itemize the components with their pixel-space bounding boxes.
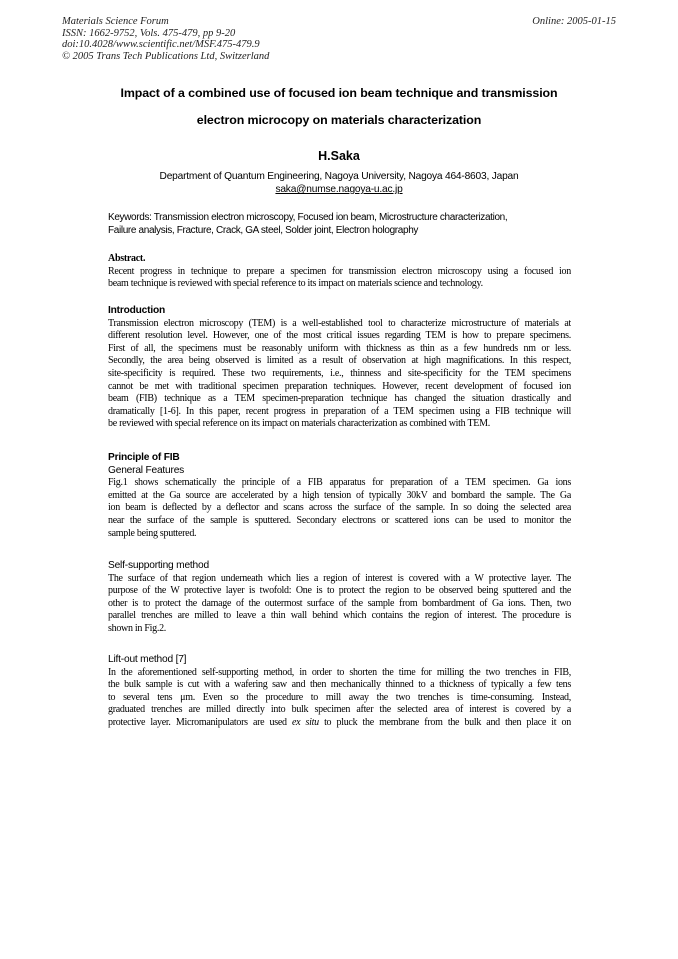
introduction-line: Transmission electron microscopy (TEM) is a well-established tool to characterize microstructure of materials at [108, 317, 571, 329]
doi-line: doi:10.4028/www.scientific.net/MSF.475-479.9 [62, 39, 260, 50]
lift-out-line: In the aforementioned self-supporting method, in order to shorten the time for milling the two trenches in FIB, [108, 666, 571, 678]
introduction-line: First of all, the specimens must be reasonably uniform with thickness as thin as a few hundreds nm or less. [108, 342, 571, 354]
lift-out-heading: Lift-out method [7] [108, 654, 187, 665]
paper-title [80, 80, 598, 134]
introduction-line: be reviewed with special reference on its impact on materials characterization as combined with TEM. [108, 418, 490, 430]
issn-line: ISSN: 1662-9752, Vols. 475-479, pp 9-20 [62, 27, 236, 39]
ex-situ-phrase: ex situ [291, 716, 319, 728]
title-line-2: electron microcopy on materials characterization [196, 113, 482, 127]
self-supporting-line: The surface of that region underneath which lies a region of interest is covered with a W protective layer. The [108, 572, 571, 584]
lift-out-line-start: protective layer. Micromanipulators are used [108, 716, 287, 728]
keywords-line-2: Failure analysis, Fracture, Crack, GA steel, Solder joint, Electron holography [108, 225, 419, 236]
self-supporting-section [108, 560, 571, 636]
abstract-line: beam technique is reviewed with special reference to its impact on materials science and technology. [108, 278, 483, 290]
abstract-line: Recent progress in technique to prepare a specimen for transmission electron microscopy using a focused ion [108, 265, 571, 277]
author-email-link[interactable]: saka@numse.nagoya-u.ac.jp [275, 184, 403, 195]
introduction-line: beam (FIB) technique as a TEM specimen-preparation technique has changed the situation drastically and [108, 393, 571, 405]
self-supporting-line: other is to protect the damage of the outermost surface of the sample from bombardment of Ga ions. Then, two [108, 597, 571, 609]
lift-out-line: graduated trenches are milled directly into bulk specimen after the selected area of interest is covered by a [108, 704, 571, 716]
self-supporting-heading: Self-supporting method [108, 560, 209, 571]
principle-line: near the surface of the sample is sputtered. Secondary electrons or scattered ions can be used to monitor the [108, 514, 571, 526]
keywords-line-1: Keywords: Transmission electron microscopy, Focused ion beam, Microstructure characterization, [108, 212, 508, 223]
copyright-line: © 2005 Trans Tech Publications Ltd, Switzerland [62, 50, 270, 62]
online-date: Online: 2005-01-15 [532, 16, 616, 27]
general-features-heading: General Features [108, 464, 185, 476]
principle-line: ion beam is deflected by a deflector and scans across the surface of the sample. In so doing the selected area [108, 502, 571, 514]
principle-line: emitted at the Ga source are accelerated by a high tension of typically 30kV and bombard the sample. The Ga [108, 489, 571, 501]
introduction-line: different resolution level. However, one of the most critical issues regarding TEM is how to prepare specimens. [108, 330, 571, 342]
lift-out-section [108, 654, 571, 730]
title-line-1: Impact of a combined use of focused ion beam technique and transmission [120, 86, 558, 100]
introduction-section [108, 305, 571, 431]
introduction-line: dramatically [1-6]. In this paper, recent progress in preparation of a TEM specimen using a FIB technique will [108, 405, 571, 417]
lift-out-line-last [108, 717, 571, 730]
lift-out-line: the bulk sample is cut with a wafering saw and then mechanically thinned to a thickness of typically a few tens [108, 679, 571, 691]
introduction-line: cannot be met with traditional specimen preparation techniques. However, recent development of focused ion [108, 380, 571, 392]
principle-section [108, 452, 571, 540]
principle-heading: Principle of FIB [108, 452, 180, 463]
lift-out-line-end: to pluck the membrane from the bulk and then place it on [324, 716, 571, 728]
principle-line: sample being sputtered. [108, 527, 197, 539]
introduction-heading: Introduction [108, 305, 166, 316]
keywords [108, 211, 571, 237]
author-name: H.Saka [318, 149, 360, 163]
self-supporting-line: parallel trenches are milled to leave a thin wall behind which contains the region of interest. The procedure is [108, 610, 571, 622]
lift-out-line: to several tens μm. Even so the procedure to mill away the two trenches is time-consuming. Instead, [108, 691, 571, 703]
abstract-section [108, 253, 571, 291]
journal-header [62, 16, 462, 62]
affiliation-line: Department of Quantum Engineering, Nagoya University, Nagoya 464-8603, Japan [159, 171, 519, 182]
introduction-line: Secondly, the area being observed is limited as a result of observation at high magnifications. In this respect, [108, 355, 571, 367]
author-affiliation [0, 170, 678, 196]
principle-line: Fig.1 shows schematically the principle of a FIB apparatus for preparation of a TEM specimen. Ga ions [108, 477, 571, 489]
journal-name: Materials Science Forum [62, 16, 169, 27]
introduction-line: site-specificity is required. These two requirements, i.e., thinness and site-specificity for the TEM specimens [108, 367, 571, 379]
self-supporting-line: purpose of the W protective layer is twofold: One is to protect the region to be observed being sputtered and the [108, 585, 571, 597]
self-supporting-line: shown in Fig.2. [108, 622, 167, 634]
abstract-heading: Abstract. [108, 253, 146, 264]
